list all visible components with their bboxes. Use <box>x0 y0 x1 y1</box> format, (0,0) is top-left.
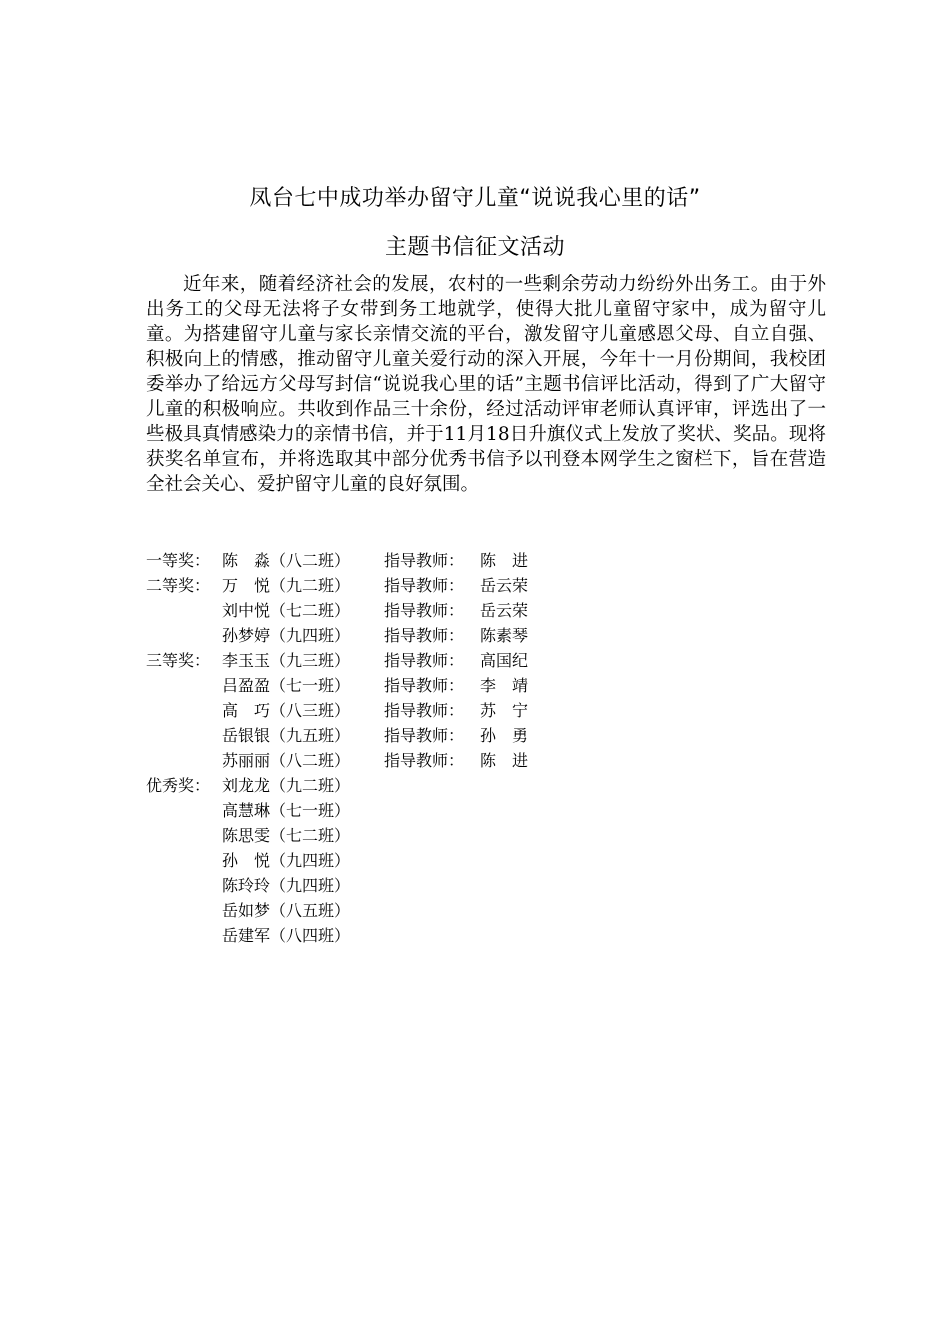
award-student: 孙 悦（九四班） <box>222 851 351 870</box>
teacher-name: 苏 宁 <box>480 701 529 720</box>
award-level: 二等奖： <box>146 576 211 595</box>
teacher-label: 指导教师： <box>384 676 465 695</box>
award-row <box>146 823 528 848</box>
teacher-name: 陈 进 <box>480 751 529 770</box>
award-row <box>146 623 528 648</box>
award-row <box>146 673 528 698</box>
teacher-label: 指导教师： <box>384 626 465 645</box>
award-student: 李玉玉（九三班） <box>222 651 351 670</box>
teacher-name: 岳云荣 <box>480 601 529 620</box>
award-level: 三等奖： <box>146 651 211 670</box>
teacher-name: 孙 勇 <box>480 726 529 745</box>
award-student: 高慧琳（七一班） <box>222 801 351 820</box>
teacher-label: 指导教师： <box>384 601 465 620</box>
teacher-label: 指导教师： <box>384 576 465 595</box>
award-student: 刘中悦（七二班） <box>222 601 351 620</box>
award-row <box>146 748 528 773</box>
document-body-paragraph: 近年来，随着经济社会的发展，农村的一些剩余劳动力纷纷外出务工。由于外出务工的父母无法将子女带到务工地就学，使得大批儿童留守家中，成为留守儿童。为搭建留守儿童与家长亲情交流的平台，激发留守儿童感恩父母、自立自强、积极向上的情感，推动留守儿童关爱行动的深入开展，今年十一月份期间，我校团委举办了给远方父母写封信“说说我心里的话”主题书信评比活动，得到了广大留守儿童的积极响应。共收到作品三十余份，经过活动评审老师认真评审，评选出了一些极具真情感染力的亲情书信，并于11月18日升旗仪式上发放了奖状、奖品。现将获奖名单宣布，并将选取其中部分优秀书信予以刊登本网学生之窗栏下，旨在营造全社会关心、爱护留守儿童的良好氛围。 <box>146 274 826 495</box>
teacher-label: 指导教师： <box>384 726 465 745</box>
award-student: 刘龙龙（九二班） <box>222 776 351 795</box>
award-row <box>146 848 528 873</box>
award-student: 高 巧（八三班） <box>222 701 351 720</box>
award-row <box>146 598 528 623</box>
award-student: 岳建军（八四班） <box>222 926 351 945</box>
award-student: 苏丽丽（八二班） <box>222 751 351 770</box>
teacher-name: 高国纪 <box>480 651 529 670</box>
teacher-label: 指导教师： <box>384 751 465 770</box>
award-row <box>146 923 528 948</box>
award-student: 吕盈盈（七一班） <box>222 676 351 695</box>
award-row <box>146 723 528 748</box>
teacher-name: 岳云荣 <box>480 576 529 595</box>
award-row <box>146 548 528 573</box>
teacher-label: 指导教师： <box>384 701 465 720</box>
award-student: 陈思雯（七二班） <box>222 826 351 845</box>
award-row <box>146 698 528 723</box>
award-student: 岳如梦（八五班） <box>222 901 351 920</box>
award-student: 陈玲玲（九四班） <box>222 876 351 895</box>
teacher-name: 陈素琴 <box>480 626 529 645</box>
teacher-name: 李 靖 <box>480 676 529 695</box>
award-row <box>146 773 528 798</box>
award-student: 岳银银（九五班） <box>222 726 351 745</box>
award-list <box>146 548 528 948</box>
document-title-line1: 凤台七中成功举办留守儿童“说说我心里的话” <box>249 186 701 211</box>
award-student: 陈 淼（八二班） <box>222 551 351 570</box>
award-level: 优秀奖： <box>146 776 211 795</box>
award-student: 万 悦（九二班） <box>222 576 351 595</box>
award-row <box>146 873 528 898</box>
award-row <box>146 573 528 598</box>
award-row <box>146 798 528 823</box>
teacher-label: 指导教师： <box>384 551 465 570</box>
award-student: 孙梦婷（九四班） <box>222 626 351 645</box>
document-title-line2: 主题书信征文活动 <box>384 235 565 260</box>
teacher-name: 陈 进 <box>480 551 529 570</box>
award-level: 一等奖： <box>146 551 211 570</box>
award-row <box>146 898 528 923</box>
teacher-label: 指导教师： <box>384 651 465 670</box>
award-row <box>146 648 528 673</box>
